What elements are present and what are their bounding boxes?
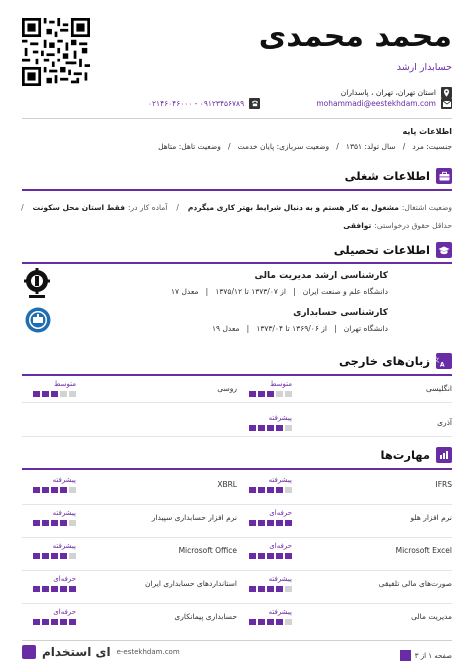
page-number xyxy=(400,650,452,661)
item-name: حسابداری پیمانکاری xyxy=(174,612,237,621)
level-bars xyxy=(249,520,292,526)
level-bar-empty xyxy=(285,487,292,493)
level-bar-filled xyxy=(51,553,58,559)
item-name: XBRL xyxy=(217,480,237,489)
level-bar-filled xyxy=(60,586,67,592)
level-bar-empty xyxy=(60,391,67,397)
level-bars xyxy=(33,619,76,625)
level-bar-filled xyxy=(51,619,58,625)
level-bar-filled xyxy=(33,520,40,526)
level-bar-filled xyxy=(33,553,40,559)
job-title: حسابدار ارشد xyxy=(396,62,452,73)
education-section-header xyxy=(334,242,452,258)
brand-name: ای استخدام xyxy=(42,645,111,659)
level-bar-empty xyxy=(69,391,76,397)
level-bars xyxy=(33,391,76,397)
level-bar-filled xyxy=(258,619,265,625)
level-bar-filled xyxy=(267,586,274,592)
page-number-text: صفحه ۱ از ۳ xyxy=(414,651,452,660)
education-section-underline xyxy=(22,262,452,264)
education-degree: کارشناسی ارشد مدیریت مالی xyxy=(254,271,388,281)
footer-divider xyxy=(22,640,452,641)
item-level: حرفه‌ای xyxy=(269,509,292,517)
education-detail: دانشگاه علم و صنعت ایران | از ۱۳۷۳/۰۷ تا ۱۳۷۵/۱۲ | معدل ۱۷ xyxy=(171,287,388,296)
employment-status-row xyxy=(21,203,452,212)
level-bar-filled xyxy=(51,586,58,592)
row-divider xyxy=(22,436,452,437)
employment-status-value: مشغول به کار هستم و به دنبال شرایط بهتر کاری میگردم xyxy=(187,203,399,212)
level-bar-filled xyxy=(276,619,283,625)
level-bar-filled xyxy=(276,553,283,559)
level-bars xyxy=(33,520,76,526)
level-bar-filled xyxy=(42,487,49,493)
level-bar-filled xyxy=(249,487,256,493)
level-bar-filled xyxy=(42,553,49,559)
graduation-cap-icon xyxy=(436,242,452,258)
level-bar-filled xyxy=(249,553,256,559)
skills-section-underline xyxy=(22,468,452,470)
salary-value: توافقی xyxy=(343,221,372,230)
level-bar-filled xyxy=(258,520,265,526)
level-bar-filled xyxy=(33,586,40,592)
level-bar-filled xyxy=(258,391,265,397)
level-bar-empty xyxy=(285,425,292,431)
brand-site[interactable]: e-estekhdam.com xyxy=(116,648,180,656)
level-bar-filled xyxy=(258,553,265,559)
level-bar-empty xyxy=(285,391,292,397)
item-name: صورت‌های مالی تلفیقی xyxy=(378,579,452,588)
item-name: انگلیسی xyxy=(425,384,452,393)
employment-status-label: وضعیت اشتغال: xyxy=(401,203,452,212)
item-name: IFRS xyxy=(435,480,452,489)
footer-brand[interactable] xyxy=(22,645,180,659)
university-logo-science-technology xyxy=(24,268,50,300)
phone-text: ۰۹۱۲۳۴۵۶۷۸۹ - ۰۲۱۴۶۰۴۶۰۰۰ xyxy=(148,99,245,108)
level-bar-filled xyxy=(285,553,292,559)
row-divider xyxy=(22,537,452,538)
level-bar-filled xyxy=(60,487,67,493)
briefcase-icon xyxy=(436,168,452,184)
level-bar-filled xyxy=(33,487,40,493)
row-divider xyxy=(22,504,452,505)
email-row[interactable] xyxy=(316,98,452,109)
level-bar-filled xyxy=(258,586,265,592)
level-bar-filled xyxy=(42,391,49,397)
salary-label: حداقل حقوق درخواستی: xyxy=(374,221,452,230)
level-bars xyxy=(249,619,292,625)
row-divider xyxy=(22,603,452,604)
level-bars xyxy=(33,553,76,559)
salary-row xyxy=(343,221,452,230)
item-level: پیشرفته xyxy=(52,509,76,517)
level-bar-filled xyxy=(258,487,265,493)
level-bar-filled xyxy=(33,391,40,397)
languages-section-header xyxy=(339,353,452,369)
languages-section-title: زبان‌های خارجی xyxy=(338,354,430,368)
level-bar-filled xyxy=(42,586,49,592)
phone-row xyxy=(148,98,260,109)
level-bar-filled xyxy=(60,520,67,526)
level-bar-empty xyxy=(69,487,76,493)
job-section-title: اطلاعات شغلی xyxy=(344,169,430,183)
basic-info-title: اطلاعات پایه xyxy=(402,127,452,136)
item-level: حرفه‌ای xyxy=(53,575,76,583)
level-bars xyxy=(249,391,292,397)
phone-icon xyxy=(249,98,260,109)
level-bar-filled xyxy=(60,619,67,625)
separator: / xyxy=(176,203,179,212)
level-bar-filled xyxy=(267,619,274,625)
brand-logo-icon xyxy=(22,645,36,659)
level-bar-filled xyxy=(267,487,274,493)
level-bar-filled xyxy=(276,425,283,431)
level-bar-empty xyxy=(69,553,76,559)
address-text: استان تهران، تهران ، پاسداران xyxy=(340,88,436,97)
level-bar-empty xyxy=(276,391,283,397)
education-degree: کارشناسی حسابداری xyxy=(293,308,388,318)
level-bars xyxy=(249,425,292,431)
level-bar-filled xyxy=(267,391,274,397)
item-name: نرم افزار حسابداری سپیدار xyxy=(151,513,237,522)
item-level: پیشرفته xyxy=(52,476,76,484)
level-bar-filled xyxy=(285,520,292,526)
level-bar-filled xyxy=(42,520,49,526)
row-divider xyxy=(22,402,452,403)
item-level: متوسط xyxy=(54,380,76,388)
item-name: Microsoft Office xyxy=(178,546,237,555)
level-bar-empty xyxy=(285,619,292,625)
level-bar-empty xyxy=(69,520,76,526)
basic-info-line: جنسیت: مرد / سال تولد: ۱۳۵۱ / وضعیت سربازی: پایان خدمت / وضعیت تاهل: متاهل xyxy=(158,142,452,151)
level-bar-filled xyxy=(258,425,265,431)
level-bars xyxy=(249,553,292,559)
level-bar-filled xyxy=(51,487,58,493)
separator: / xyxy=(21,203,24,212)
envelope-icon xyxy=(441,98,452,109)
skills-section-header xyxy=(381,447,453,463)
level-bar-filled xyxy=(69,619,76,625)
item-level: متوسط xyxy=(270,380,292,388)
level-bar-filled xyxy=(249,425,256,431)
item-name: Microsoft Excel xyxy=(395,546,452,555)
level-bars xyxy=(249,487,292,493)
level-bar-filled xyxy=(276,520,283,526)
item-name: روسی xyxy=(217,384,237,393)
item-level: پیشرفته xyxy=(52,542,76,550)
university-logo-tehran xyxy=(25,307,51,333)
education-detail: دانشگاه تهران | از ۱۳۶۹/۰۶ تا ۱۳۷۳/۰۴ | معدل ۱۹ xyxy=(212,324,388,333)
level-bar-empty xyxy=(285,586,292,592)
level-bar-filled xyxy=(69,586,76,592)
item-name: استانداردهای حسابداری ایران xyxy=(145,579,237,588)
level-bar-filled xyxy=(249,391,256,397)
item-level: پیشرفته xyxy=(268,608,292,616)
ready-to-work-label: آماده کار در: xyxy=(127,203,168,212)
location-pin-icon xyxy=(441,87,452,98)
level-bar-filled xyxy=(42,619,49,625)
level-bar-filled xyxy=(276,586,283,592)
level-bar-filled xyxy=(249,619,256,625)
level-bar-filled xyxy=(249,520,256,526)
address-row xyxy=(341,87,452,98)
item-name: مدیریت مالی xyxy=(411,612,452,621)
item-level: حرفه‌ای xyxy=(53,608,76,616)
level-bar-filled xyxy=(33,619,40,625)
ready-to-work-value: فقط استان محل سکونت xyxy=(32,203,125,212)
level-bars xyxy=(249,586,292,592)
level-bar-filled xyxy=(51,391,58,397)
level-bar-filled xyxy=(276,487,283,493)
languages-section-underline xyxy=(22,374,452,376)
candidate-name: محمد محمدی xyxy=(258,19,452,54)
item-name: نرم افزار هلو xyxy=(410,513,452,522)
level-bar-filled xyxy=(267,425,274,431)
job-section-header xyxy=(345,168,452,184)
education-section-title: اطلاعات تحصیلی xyxy=(333,243,430,257)
email-link[interactable]: mohammadi@eestekhdam.com xyxy=(316,99,436,108)
svg-text:文: 文 xyxy=(432,356,439,364)
header-divider xyxy=(22,118,452,119)
item-level: حرفه‌ای xyxy=(269,542,292,550)
level-bars xyxy=(33,487,76,493)
level-bar-filled xyxy=(51,520,58,526)
item-name: آذری xyxy=(437,418,452,427)
level-bars xyxy=(33,586,76,592)
row-divider xyxy=(22,570,452,571)
svg-text:A: A xyxy=(439,361,444,368)
level-bar-filled xyxy=(267,520,274,526)
skills-section-title: مهارت‌ها xyxy=(380,448,430,462)
level-bar-filled xyxy=(267,553,274,559)
page-marker-icon xyxy=(400,650,411,661)
item-level: پیشرفته xyxy=(268,575,292,583)
chart-icon xyxy=(436,447,452,463)
level-bar-filled xyxy=(60,553,67,559)
item-level: پیشرفته xyxy=(268,476,292,484)
translate-icon xyxy=(432,353,452,369)
job-section-underline xyxy=(22,189,452,191)
item-level: پیشرفته xyxy=(268,414,292,422)
level-bar-filled xyxy=(249,586,256,592)
qr-code xyxy=(22,18,90,86)
